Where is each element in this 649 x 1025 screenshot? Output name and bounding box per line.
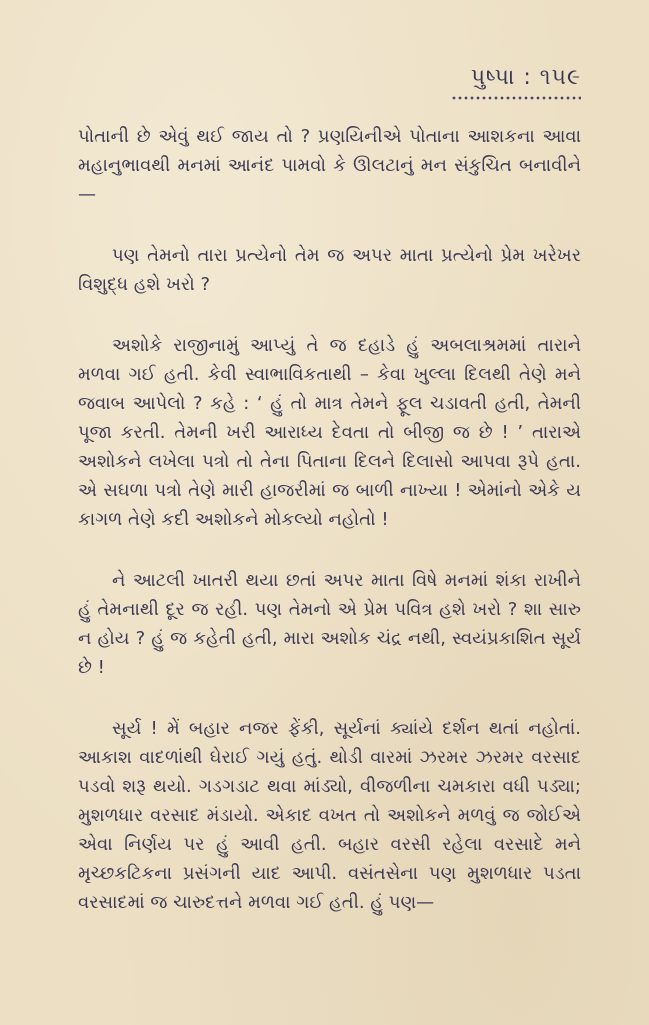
paragraph-2: પણ તેમનો તારા પ્રત્યેનો તેમ જ અપર માતા પ્રત્યેનો પ્રેમ ખરેખર વિશુદ્ધ હશે ખરો ? (78, 245, 581, 295)
paragraph-5: સૂર્ય ! મેં બહાર નજર ફેંકી, સૂર્યનાં ક્યાંયે દર્શન થતાં નહોતાં. આકાશ વાદળાંથી ઘેરાઈ ગયું હતું. થોડી વારમાં ઝરમર ઝરમર વરસાદ પડવો શરૂ થયો. ગડગડાટ થવા માંડ્યો, વીજળીના ચમકારા વધી પડ્યા; મુશળધાર વરસાદ મંડાયો. એકાદ વખત તો અશોકને મળવું જ જોઈએ એવા નિર્ણય પર હું આવી હતી. બહાર વરસી રહેલા વરસાદે મને મૃચ્છકટિકના પ્રસંગની યાદ આપી. વસંતસેના પણ મુશળધાર પડતા વરસાદમાં જ ચારુદત્તને મળવા ગઈ હતી. હું પણ— (78, 718, 581, 913)
page-body (78, 122, 581, 917)
running-title: પુષ્પા : ૧૫૯ (470, 65, 581, 90)
paragraph-3: અશોકે રાજીનામું આપ્યું તે જ દહાડે હું અબલાશ્રમમાં તારાને મળવા ગઈ હતી. કેવી સ્વાભાવિકતાથી – કેવા ખુલ્લા દિલથી તેણે મને જવાબ આપેલો ? કહે : ‘ હું તો માત્ર તેમને ફૂલ ચડાવતી હતી, તેમની પૂજા કરતી. તેમની ખરી આરાધ્ય દેવતા તો બીજી જ છે ! ’ તારાએ અશોકને લખેલા પત્રો તો તેના પિતાના દિલને દિલાસો આપવા રૂપે હતા. એ સઘળા પત્રો તેણે મારી હાજરીમાં જ બાળી નાખ્યા ! એમાંનો એકે ય કાગળ તેણે કદી અશોકને મોકલ્યો નહોતો ! (78, 335, 581, 530)
paragraph-1: પોતાની છે એવું થઈ જાય તો ? પ્રણયિનીએ પોતાના આશકના આવા મહાનુભાવથી મનમાં આનંદ પામવો કે ઊલટાનું મન સંકુચિત બનાવીને— (78, 126, 581, 205)
page-header (451, 64, 581, 102)
paragraph-4: ને આટલી ખાતરી થયા છતાં અપર માતા વિષે મનમાં શંકા રાખીને હું તેમનાથી દૂર જ રહી. પણ તેમનો એ પ્રેમ પવિત્ર હશે ખરો ? શા સારુ ન હોય ? હું જ કહેતી હતી, મારા અશોક ચંદ્ર નથી, સ્વયંપ્રકાશિત સૂર્ય છે ! (78, 570, 581, 678)
dotted-rule (451, 94, 581, 102)
